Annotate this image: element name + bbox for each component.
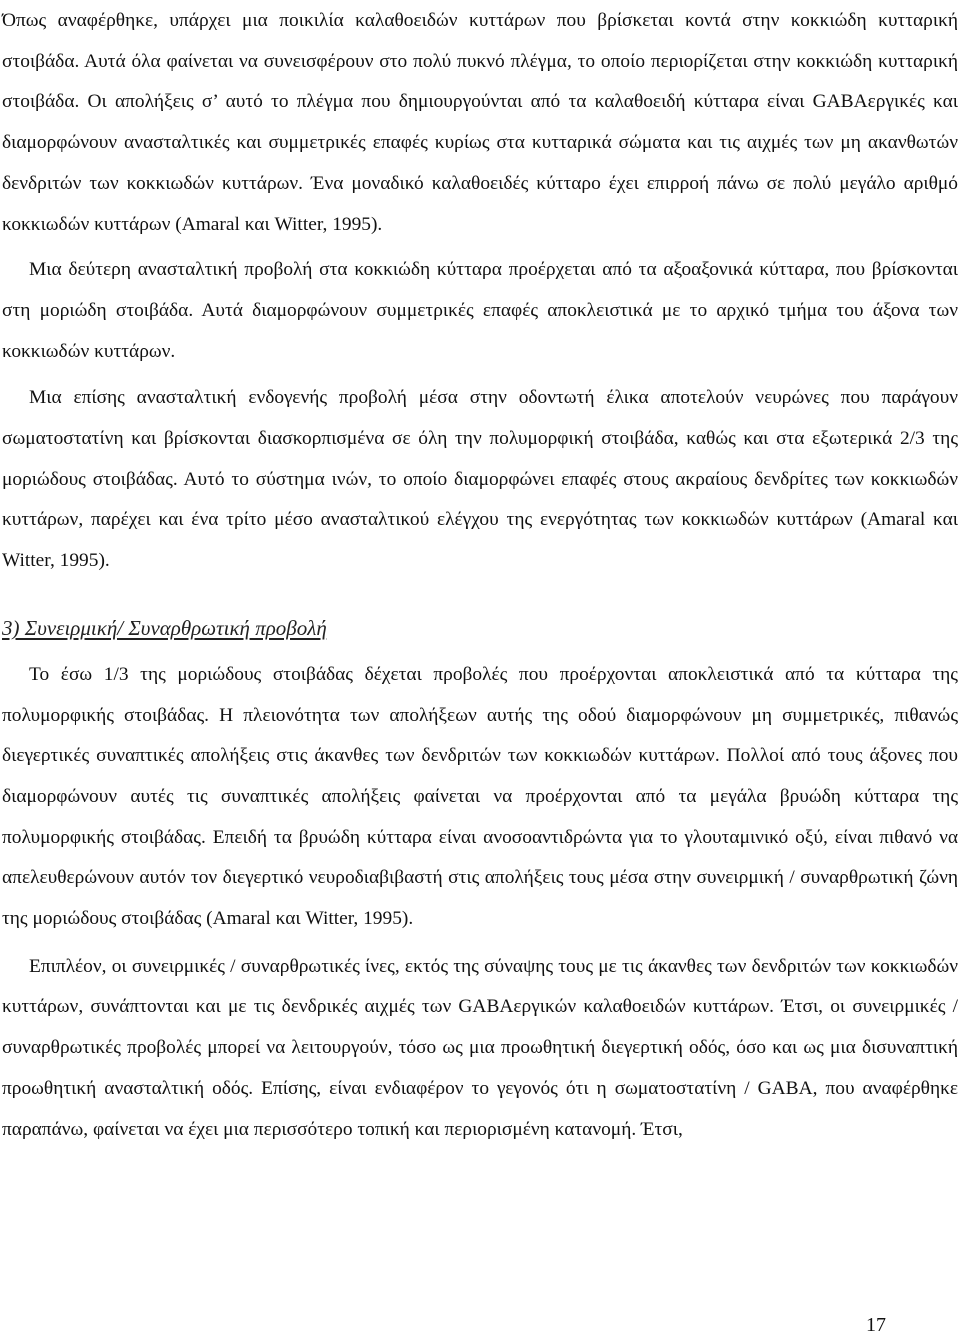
page-number: 17 <box>866 1314 886 1336</box>
paragraph-associational-fibers: Επιπλέον, οι συνειρμικές / συναρθρωτικές ίνες, εκτός της σύναψης τους με τις άκανθες των δενδριτών των κοκκιωδών κυττάρων, συνάπτονται και με τις δενδρικές αιχμές των GABAεργικών καλαθοειδών κυττάρων. Έτσι, οι συνειρμικές / συναρθρωτικές προβολές μπορεί να λειτουργούν, τόσο ως μια προωθητική διεγερτική οδός, όσο και ως μια δισυναπτική προωθητική ανασταλτική οδός. Επίσης, είναι ενδιαφέρον το γεγονός ότι η σωματοστατίνη / GABA, που αναφέρθηκε παραπάνω, φαίνεται να έχει μια περισσότερο τοπική και περιορισμένη κατανομή. Έτσι, <box>2 955 958 1140</box>
paragraph-basket-cells: Όπως αναφέρθηκε, υπάρχει μια ποικιλία καλαθοειδών κυττάρων που βρίσκεται κοντά στην κοκκιώδη κυτταρική στοιβάδα. Αυτά όλα φαίνεται να συνεισφέρουν στο πολύ πυκνό πλέγμα, το οποίο περιορίζεται στην κοκκιώδη κυτταρική στοιβάδα. Οι απολήξεις σ’ αυτό το πλέγμα που δημιουργούνται από τα καλαθοειδή κύτταρα είναι GABAεργικές και διαμορφώνουν ανασταλτικές και συμμετρικές επαφές κυρίως στα κυτταρικά σώματα και τις αιχμές των μη ακανθωτών δενδριτών των κοκκιωδών κυττάρων. Ένα μοναδικό καλαθοειδές κύτταρο έχει επιρροή πάνω σε πολύ μεγάλο αριθμό κοκκιωδών κυττάρων (Amaral και Witter, 1995). <box>2 10 958 235</box>
paragraph-somatostatin-neurons: Μια επίσης ανασταλτική ενδογενής προβολή μέσα στην οδοντωτή έλικα αποτελούν νευρώνες που παράγουν σωματοστατίνη και βρίσκονται διασκορπισμένα σε όλη την πολυμορφική στοιβάδα, καθώς και στα εξωτερικά 2/3 της μοριώδους στοιβάδας. Αυτό το σύστημα ινών, το οποίο διαμορφώνει επαφές στους ακραίους δενδρίτες των κοκκιωδών κυττάρων, παρέχει και ένα τρίτο μέσο ανασταλτικού ελέγχου της ενεργότητας των κοκκιωδών κυττάρων (Amaral και Witter, 1995). <box>2 387 958 572</box>
paragraph-axoaxonic-cells: Μια δεύτερη ανασταλτική προβολή στα κοκκιώδη κύτταρα προέρχεται από τα αξοαξονικά κύτταρα, που βρίσκονται στη μοριώδη στοιβάδα. Αυτά διαμορφώνουν συμμετρικές επαφές αποκλειστικά με το αρχικό τμήμα του άξονα των κοκκιωδών κυττάρων. <box>2 259 958 362</box>
page-body <box>2 0 958 1150</box>
section-heading: 3) Συνειρμική/ Συναρθρωτική προβολή <box>2 615 327 640</box>
paragraph-inner-molecular-layer: Το έσω 1/3 της μοριώδους στοιβάδας δέχεται προβολές που προέρχονται αποκλειστικά από τα κύτταρα της πολυμορφικής στοιβάδας. Η πλειονότητα των απολήξεων αυτής της οδού διαμορφώνουν μη συμμετρικές, πιθανώς διεγερτικές συναπτικές απολήξεις στις άκανθες των δενδριτών των κοκκιωδών κυττάρων. Πολλοί από τους άξονες που διαμορφώνουν αυτές τις συναπτικές απολήξεις φαίνεται να προέρχονται από τα μεγάλα βρυώδη κύτταρα της πολυμορφικής στοιβάδας. Επειδή τα βρυώδη κύτταρα είναι ανοσοαντιδρώντα για το γλουταμινικό οξύ, είναι πιθανό να απελευθερώνουν αυτόν τον διεγερτικό νευροδιαβιβαστή στις απολήξεις τους μέσα στην συνειρμική / συναρθρωτική ζώνη της μοριώδους στοιβάδας (Amaral και Witter, 1995). <box>2 663 958 930</box>
